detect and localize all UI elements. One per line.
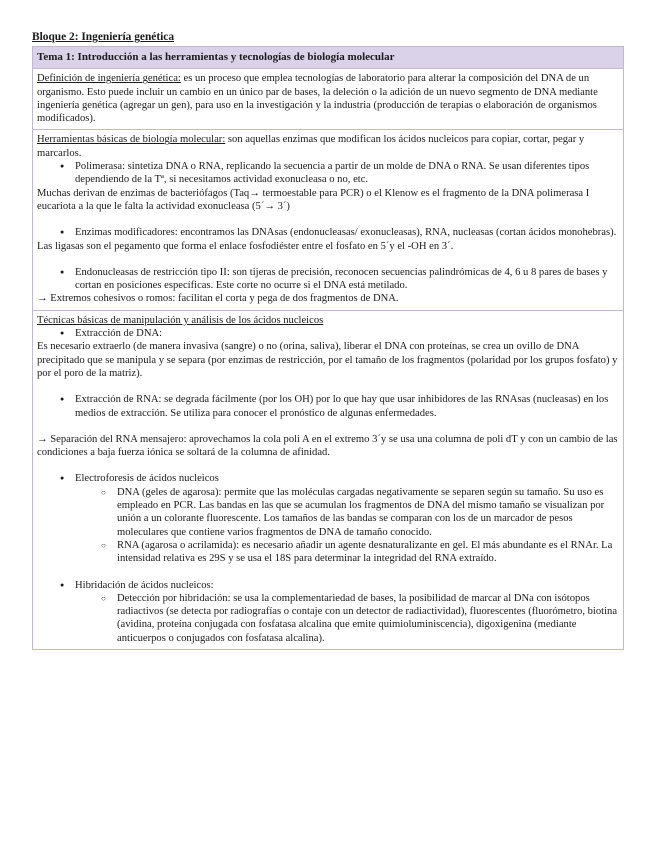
subbullet-hibridacion-deteccion: ○ Detección por hibridación: se usa la complementariedad de bases, la posibilidad de marcar al DNa con isótopos radiactivos (se detecta por radiografías o contaje con un detector de radiactividad), fluorescentes (fluorómetro, biotina (avidina, proteína conjugada con fosfatasa alcalina que emite quimioluminiscencia), digoxigenina (mediante anticuerpos o conjugados con fosfatasa alcalina). (37, 592, 619, 645)
spacer (37, 420, 619, 433)
subbullet-electro-rna: ○ RNA (agarosa o acrilamida): es necesario añadir un agente desnaturalizante en gel. El más abundante es el RNAr. La intensidad relativa es 29S y se usa el 18S para determinar la integridad del RNA extraído. (37, 539, 619, 566)
bullet-polimerasa: ● Polimerasa: sintetiza DNA o RNA, replicando la secuencia a partir de un molde de DNA o RNA. Se usan diferentes tipos dependiendo de la Tª, si necesitamos actividad exonucleasa o no, etc. (37, 160, 619, 187)
spacer (37, 566, 619, 579)
definition-label: Definición de ingeniería genética: (37, 73, 181, 85)
bullet-modificadores: ● Enzimas modificadores: encontramos las DNAsas (endonucleasas/ exonucleasas), RNA, nucleasas (cortan ácidos monohebras). (37, 226, 619, 239)
dna-extraction-text: Es necesario extraerlo (de manera invasiva (sangre) o no (orina, saliva), liberar el DNA con proteínas, se crea un ovillo de DNA precipitado que se manipula y se separa (por enzimas de restricción, por el tamaño de los fragmentos (polaridad por los grupos fosfato) y por el poro de la matriz). (37, 341, 618, 379)
tools-intro-text: son aquellas enzimas que modifican los ácidos nucleicos para copiar, cortar, pegar y marcarlos. (37, 134, 585, 159)
ligasas-note: Las ligasas son el pegamento que forma el enlace fosfodiéster entre el fosfato en 5´y el -OH en 3´. (37, 240, 454, 252)
techniques-label: Técnicas básicas de manipulación y análisis de los ácidos nucleicos (37, 314, 324, 326)
spacer (37, 253, 619, 266)
bullet-electroforesis: ● Electroforesis de ácidos nucleicos (37, 472, 619, 485)
topic-header: Tema 1: Introducción a las herramientas y tecnologías de biología molecular (33, 47, 624, 69)
definition-text: es un proceso que emplea tecnologías de laboratorio para alterar la composición del DNA de un organismo. Esto puede incluir un cambio en un único par de bases, la deleción o la adición de un nuevo segmento de DNA mediante ingeniería genética (agregar un gen), para uso en la investigación y la industria (producción de terapias o elaboración de organismos modificados). (37, 73, 598, 125)
mrna-separation-text: → Separación del RNA mensajero: aprovechamos la cola poli A en el extremo 3´y se usa una columna de poli dT y con un cambio de las condiciones a baja fuerza iónica se soltará de la columna de afinidad. (37, 433, 618, 459)
spacer (37, 213, 619, 226)
subbullet-electro-dna: ○ DNA (geles de agarosa): permite que las moléculas cargadas negativamente se separen según su tamaño. Su uso es empleado en PCR. Las bandas en las que se acumulan los fragmentos de DNA del mismo tamaño se visualizan por unión a un colorante fluorescente. Los tamaños de las bandas se comparan con los de un marcador de pesos moleculares que contiene varios fragmentos de DNA de tamaño conocido. (37, 486, 619, 539)
document-title: Bloque 2: Ingeniería genética (32, 31, 175, 43)
bullet-endonucleasas: ● Endonucleasas de restricción tipo II: son tijeras de precisión, reconocen secuencias palindrómicas de 4, 6 u 8 pares de bases y cortan en posiciones específicas. Este corte no ocurre si el DNA está metilado. (37, 266, 619, 293)
polimerasa-note: Muchas derivan de enzimas de bacteriófagos (Taq→ termoestable para PCR) o el Klenow es el fragmento de la DNA polimerasa I eucariota a la que le falta la actividad exonucleasa (5´→ 3´) (37, 187, 590, 212)
spacer (37, 459, 619, 472)
spacer (37, 380, 619, 393)
definition-paragraph (37, 72, 619, 125)
tools-intro (37, 133, 619, 160)
bullet-hibridacion: ● Hibridación de ácidos nucleicos: (37, 579, 619, 592)
techniques-cell (33, 310, 624, 649)
definition-cell (33, 69, 624, 130)
tools-label: Herramientas básicas de biología molecular: (37, 134, 226, 146)
bullet-rna-extraction: ● Extracción de RNA: se degrada fácilmente (por los OH) por lo que hay que usar inhibidores de las RNAsas (nucleasas) en los medios de extracción. Se utiliza para conocer el pronóstico de algunas enfermedades. (37, 393, 619, 420)
bullet-dna-extraction: ● Extracción de DNA: (37, 327, 619, 340)
tools-cell (33, 130, 624, 310)
extremos-note: → Extremos cohesivos o romos: facilitan el corta y pega de dos fragmentos de DNA. (37, 293, 399, 305)
content-table (32, 46, 624, 650)
